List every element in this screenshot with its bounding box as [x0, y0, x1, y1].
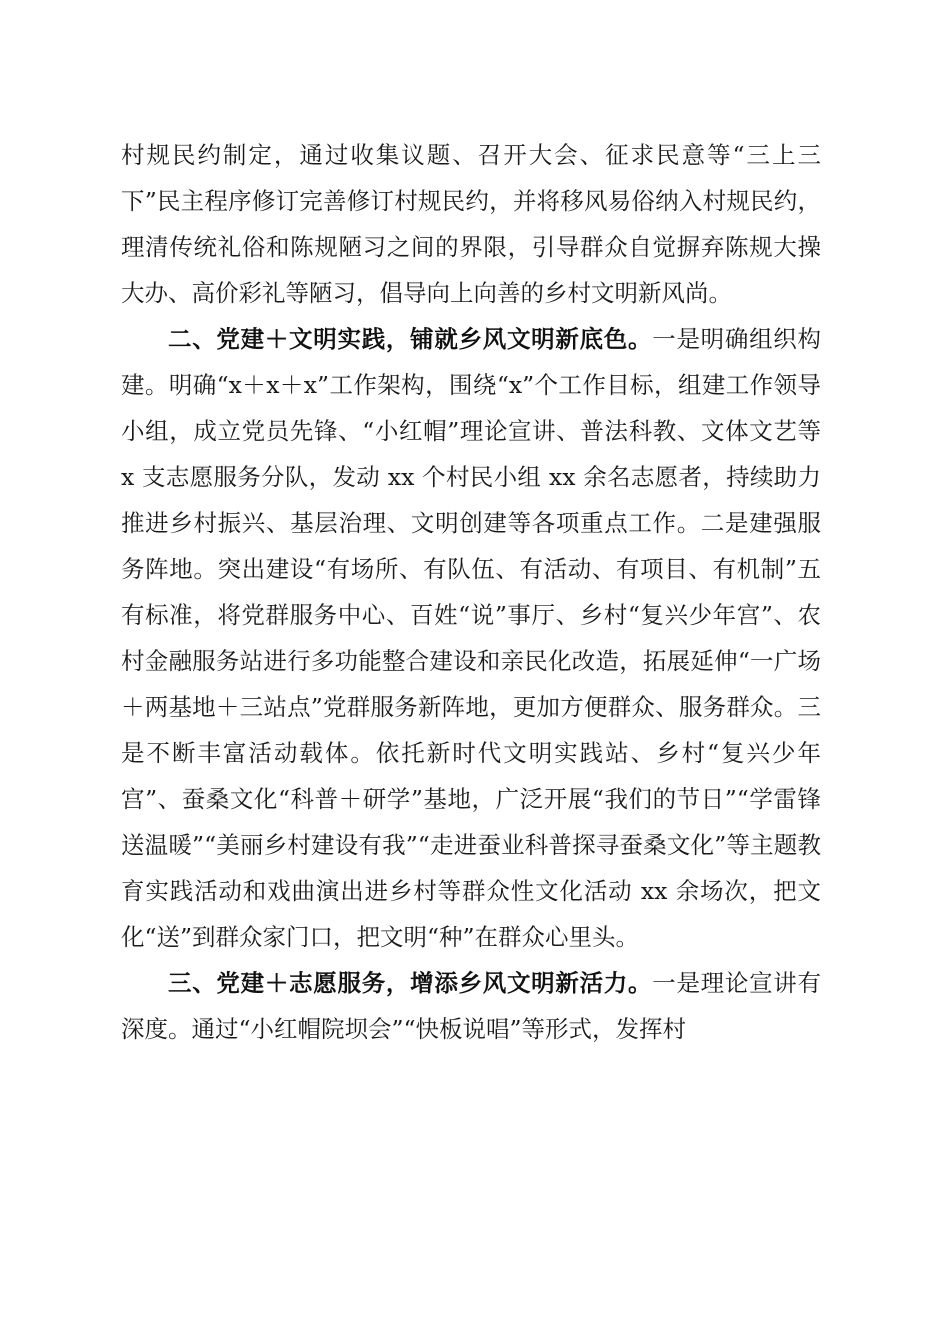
paragraph-section-two — [121, 316, 821, 960]
document-body — [121, 132, 821, 1052]
paragraph-continuation — [121, 132, 821, 316]
paragraph-text: 一是理论宣讲有深度。通过“小红帽院坝会”“快板说唱”等形式，发挥村 — [121, 969, 822, 1043]
section-heading: 二、党建＋文明实践，铺就乡风文明新底色。 — [168, 325, 653, 353]
paragraph-section-three — [121, 960, 821, 1052]
paragraph-text: 一是明确组织构建。明确“x＋x＋x”工作架构，围绕“x”个工作目标，组建工作领导小组，成立党员先锋、“小红帽”理论宣讲、普法科教、文体文艺等 x 支志愿服务分队，发动 xx 个村民小组 xx 余名志愿者，持续助力推进乡村振兴、基层治理、文明创建等各项重点工作。二是建强服务阵地。突出建设“有场所、有队伍、有活动、有项目、有机制”五有标准，将党群服务中心、百姓“说”事厅、乡村“复兴少年宫”、农村金融服务站进行多功能整合建设和亲民化改造，拓展延伸“一广场＋两基地＋三站点”党群服务新阵地，更加方便群众、服务群众。三是不断丰富活动载体。依托新时代文明实践站、乡村“复兴少年宫”、蚕桑文化“科普＋研学”基地，广泛开展“我们的节日”“学雷锋送温暖”“美丽乡村建设有我”“走进蚕业科普探寻蚕桑文化”等主题教育实践活动和戏曲演出进乡村等群众性文化活动 xx 余场次，把文化“送”到群众家门口，把文明“种”在群众心里头。 — [121, 325, 822, 951]
section-heading: 三、党建＋志愿服务，增添乡风文明新活力。 — [168, 969, 653, 997]
paragraph-text: 村规民约制定，通过收集议题、召开大会、征求民意等“三上三下”民主程序修订完善修订村规民约，并将移风易俗纳入村规民约，理清传统礼俗和陈规陋习之间的界限，引导群众自觉摒弃陈规大操大办、高价彩礼等陋习，倡导向上向善的乡村文明新风尚。 — [121, 141, 821, 307]
